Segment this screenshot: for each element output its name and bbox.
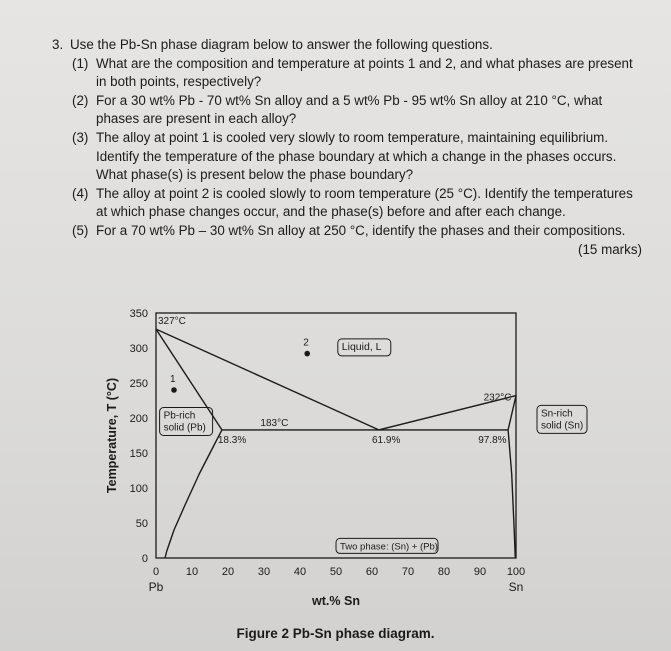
subquestion-number: (5) <box>72 222 89 238</box>
x-tick-label: 100 <box>506 566 526 578</box>
y-tick-label: 250 <box>129 378 148 390</box>
subquestion-text: For a 70 wt% Pb – 30 wt% Sn alloy at 250 °C, identify the phases and their compositions. <box>96 222 626 238</box>
y-tick-label: 350 <box>129 308 148 320</box>
x-tick-label: 90 <box>473 566 487 578</box>
two-phase-label-text: Two phase: (Sn) + (Pb) <box>340 541 438 553</box>
x-axis-label: wt.% Sn <box>312 594 360 608</box>
subquestion-number: (3) <box>72 129 89 145</box>
annotation-t-pb: 327°C <box>158 316 186 328</box>
subquestion-text: The alloy at point 1 is cooled very slowly to room temperature, maintaining equilibrium. Identify the temperature of the phase boundary at which a change in the phases occurs. What phase(s) is present below the phase boundary? <box>96 129 617 183</box>
annotation-c-eutectic: 61.9% <box>372 434 401 446</box>
figure-caption: Figure 2 Pb-Sn phase diagram. <box>236 626 435 641</box>
x-tick-label: 70 <box>401 566 415 578</box>
y-tick-label: 0 <box>141 553 148 565</box>
y-axis-label: Temperature, T (°C) <box>105 377 119 494</box>
y-tick-label: 100 <box>129 483 148 495</box>
phase-line-solvus_left <box>165 430 222 558</box>
y-tick-label: 300 <box>129 343 148 355</box>
sn-rich-label-text: solid (Sn) <box>541 420 584 432</box>
annotation-c-beta: 97.8% <box>478 434 507 446</box>
marks-label: (15 marks) <box>578 241 642 257</box>
x-tick-label: 0 <box>152 566 160 578</box>
sn-rich-label-text: Sn-rich <box>541 408 573 420</box>
annotation-c-alpha: 18.3% <box>217 434 247 446</box>
subquestion-number: (1) <box>72 55 89 71</box>
x-tick-label: 80 <box>437 566 451 578</box>
pb-rich-label-text: solid (Pb) <box>163 422 206 434</box>
x-end-label-sn: Sn <box>508 580 524 594</box>
point-1 <box>171 387 177 393</box>
point-label-2: 2 <box>303 337 309 349</box>
x-tick-label: 30 <box>257 566 271 578</box>
pb-rich-label-text: Pb-rich <box>163 410 196 422</box>
point-label-1: 1 <box>170 374 176 385</box>
subquestion-number: (2) <box>72 92 89 108</box>
question-intro: Use the Pb-Sn phase diagram below to answer the following questions. <box>70 37 493 52</box>
x-tick-label: 10 <box>185 566 199 578</box>
x-tick-label: 40 <box>293 566 307 578</box>
subquestion-text: The alloy at point 2 is cooled slowly to room temperature (25 °C). Identify the temperatures at which phase changes occur, and the phase(s) before and after each change. <box>96 185 633 220</box>
annotation-t-sn: 232°C <box>483 392 512 404</box>
subquestion-number: (4) <box>72 185 89 201</box>
point-2 <box>304 351 310 357</box>
x-tick-label: 60 <box>365 566 379 578</box>
annotation-t-eutectic: 183°C <box>260 417 289 429</box>
x-tick-label: 50 <box>329 566 343 578</box>
y-tick-label: 50 <box>135 518 148 530</box>
subquestion-text: For a 30 wt% Pb - 70 wt% Sn alloy and a 5 wt% Pb - 95 wt% Sn alloy at 210 °C, what phases are present in each alloy? <box>96 92 603 127</box>
phase-line-solvus_right <box>508 430 515 558</box>
y-tick-label: 200 <box>129 413 148 425</box>
liquid-label-text: Liquid, L <box>341 340 382 353</box>
x-end-label-pb: Pb <box>148 580 164 594</box>
question-number: 3. <box>52 37 64 52</box>
y-tick-label: 150 <box>129 448 148 460</box>
subquestion-text: What are the composition and temperature at points 1 and 2, and what phases are present in both points, respectively? <box>96 55 633 90</box>
x-tick-label: 20 <box>221 566 235 578</box>
